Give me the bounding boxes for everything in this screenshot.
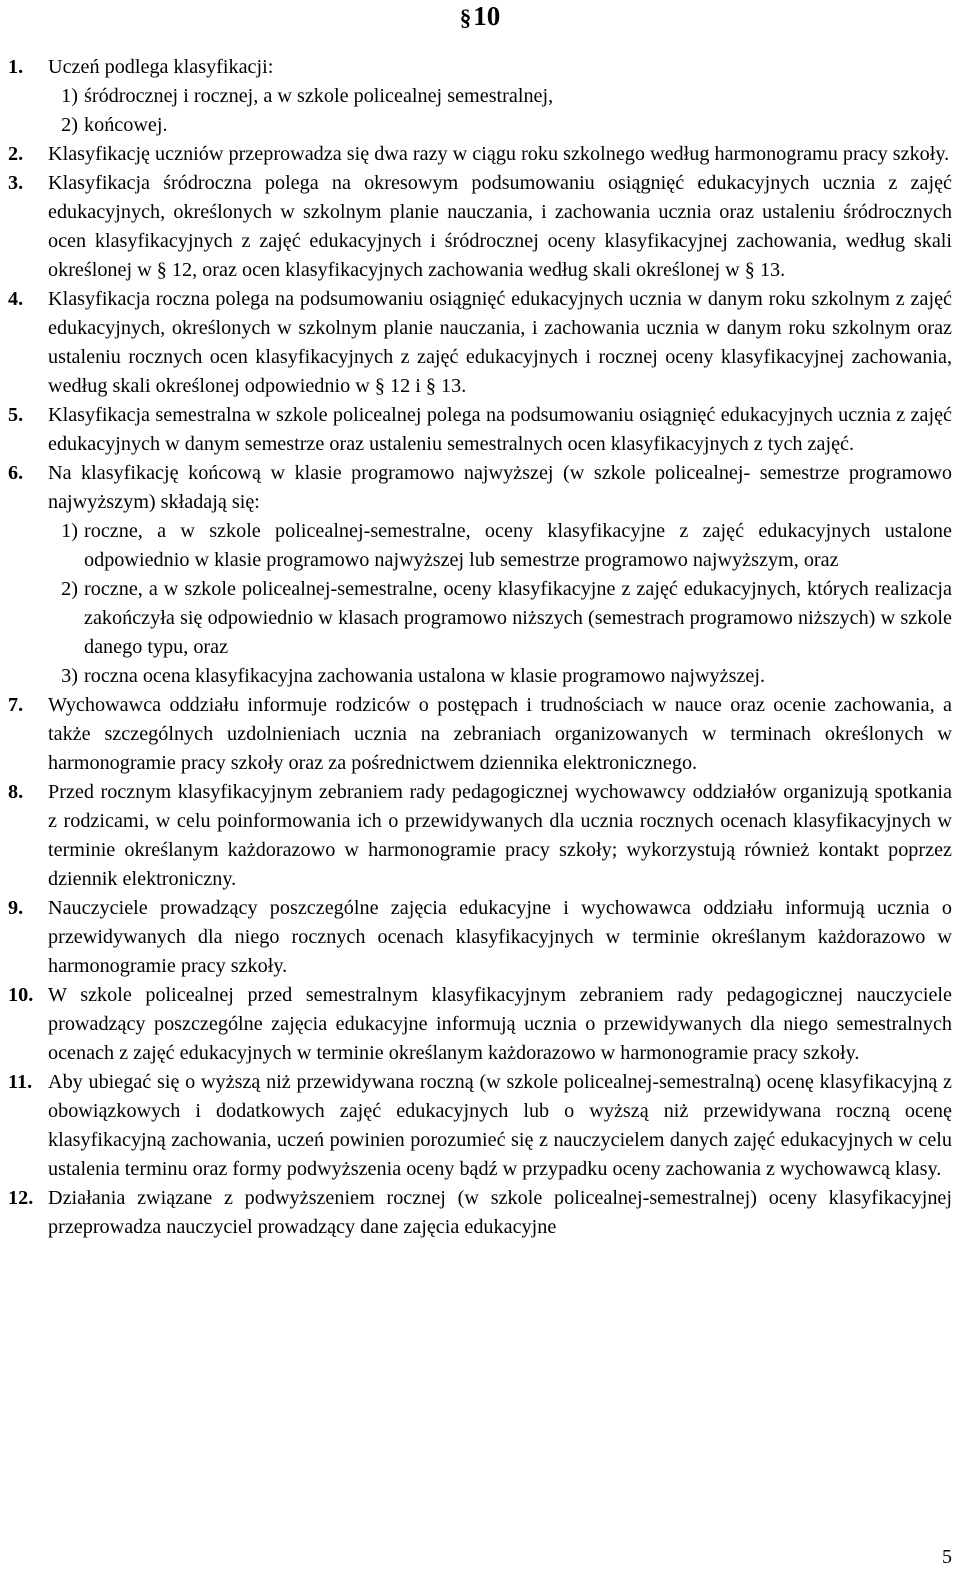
item-text: Działania związane z podwyższeniem rocznej (w szkole policealnej-semestralnej) oceny klasyfikacyjnej przeprowadza nauczyciel prowadzący dane zajęcia edukacyjne: [48, 1187, 952, 1238]
sub-item: [42, 662, 952, 691]
item-text: Klasyfikacja roczna polega na podsumowaniu osiągnięć edukacyjnych ucznia w danym roku szkolnym z zajęć edukacyjnych, określonych w szkolnym planie nauczania, i zachowania ucznia w danym roku szkolnym oraz ustaleniu rocznych ocen klasyfikacyjnych z zajęć edukacyjnych i rocznej oceny klasyfikacyjnej zachowania, według skali określonej odpowiednio w § 12 i § 13.: [48, 288, 952, 397]
section-sign: §: [459, 5, 472, 30]
item-number: 2.: [8, 143, 24, 165]
list-item: [8, 894, 952, 981]
item-number: 6.: [8, 462, 24, 484]
sub-item-number: 1): [61, 85, 78, 107]
sub-item-text: roczna ocena klasyfikacyjna zachowania ustalona w klasie programowo najwyższej.: [84, 665, 766, 687]
list-item: [8, 53, 952, 140]
item-body: [48, 1184, 952, 1242]
sub-item-text: roczne, a w szkole policealnej-semestralne, oceny klasyfikacyjne z zajęć edukacyjnych, których realizacja zakończyła się odpowiednio w klasach programowo niższych (semestrach programowo niższych) w szkole danego typu, oraz: [84, 578, 952, 658]
sub-item-text: końcowej.: [84, 114, 168, 136]
page-number: 5: [942, 1546, 952, 1568]
item-number: 1.: [8, 56, 24, 78]
item-text: Wychowawca oddziału informuje rodziców o postępach i trudnościach w nauce oraz ocenie zachowania, a także szczególnych uzdolnieniach ucznia na zebraniach organizowanych w terminach określonych w harmonogramie pracy szkoły oraz za pośrednictwem dziennika elektronicznego.: [48, 694, 952, 774]
item-number: 10.: [8, 984, 34, 1006]
list-item: [8, 401, 952, 459]
item-body: [48, 285, 952, 401]
sub-item: [42, 517, 952, 575]
sub-item-number: 2): [61, 114, 78, 136]
item-number: 9.: [8, 897, 24, 919]
item-text: Na klasyfikację końcową w klasie programowo najwyższej (w szkole policealnej- semestrze programowo najwyższym) składają się:: [48, 462, 952, 513]
list-item: [8, 140, 952, 169]
item-number: 4.: [8, 288, 24, 310]
section-number: 10: [473, 1, 501, 31]
list-item: [8, 285, 952, 401]
sub-item-number: 2): [61, 578, 78, 600]
item-text: Klasyfikacja semestralna w szkole policealnej polega na podsumowaniu osiągnięć edukacyjnych ucznia z zajęć edukacyjnych w danym semestrze oraz ustaleniu semestralnych ocen klasyfikacyjnych z tych zajęć.: [48, 404, 952, 455]
item-body: [48, 53, 952, 140]
sub-item: [42, 82, 952, 111]
sub-item-number: 1): [61, 520, 78, 542]
item-number: 3.: [8, 172, 24, 194]
item-text: Klasyfikację uczniów przeprowadza się dwa razy w ciągu roku szkolnego według harmonogramu pracy szkoły.: [48, 143, 950, 165]
item-number: 5.: [8, 404, 24, 426]
document-body: [8, 53, 952, 1242]
item-body: [48, 1068, 952, 1184]
list-item: [8, 459, 952, 691]
item-text: Klasyfikacja śródroczna polega na okresowym podsumowaniu osiągnięć edukacyjnych ucznia z zajęć edukacyjnych, określonych w szkolnym planie nauczania, i zachowania ucznia oraz ustaleniu śródrocznych ocen klasyfikacyjnych z zajęć edukacyjnych i śródrocznej oceny klasyfikacyjnej zachowania, według skali określonej w § 12, oraz ocen klasyfikacyjnych zachowania według skali określonej w § 13.: [48, 172, 952, 281]
list-item: [8, 691, 952, 778]
list-item: [8, 778, 952, 894]
item-number: 12.: [8, 1187, 34, 1209]
item-text: Nauczyciele prowadzący poszczególne zajęcia edukacyjne i wychowawca oddziału informują ucznia o przewidywanych dla niego rocznych ocenach klasyfikacyjnych w terminie określanym każdorazowo w harmonogramie pracy szkoły.: [48, 897, 952, 977]
list-item: [8, 1184, 952, 1242]
item-body: [48, 981, 952, 1068]
list-item: [8, 981, 952, 1068]
item-body: [48, 401, 952, 459]
section-heading: [0, 0, 960, 34]
item-text: Uczeń podlega klasyfikacji:: [48, 56, 274, 78]
sub-item-text: roczne, a w szkole policealnej-semestralne, oceny klasyfikacyjne z zajęć edukacyjnych ustalone odpowiednio w klasie programowo najwyższej lub semestrze programowo najwyższym, oraz: [84, 520, 952, 571]
item-number: 7.: [8, 694, 24, 716]
item-number: 11.: [8, 1071, 33, 1093]
item-text: Przed rocznym klasyfikacyjnym zebraniem rady pedagogicznej wychowawcy oddziałów organizują spotkania z rodzicami, w celu poinformowania ich o przewidywanych dla ucznia rocznych ocenach klasyfikacyjnych w terminie określanym każdorazowo w harmonogramie pracy szkoły; wykorzystują również kontakt poprzez dziennik elektroniczny.: [48, 781, 952, 890]
sub-item: [42, 111, 952, 140]
item-body: [48, 778, 952, 894]
item-text: Aby ubiegać się o wyższą niż przewidywana roczną (w szkole policealnej-semestralną) ocenę klasyfikacyjną z obowiązkowych i dodatkowych zajęć edukacyjnych lub o wyższą niż przewidywana roczną ocenę klasyfikacyjną zachowania, uczeń powinien porozumieć się z nauczycielem danych zajęć edukacyjnych w celu ustalenia terminu oraz formy podwyższenia oceny bądź w przypadku oceny zachowania z wychowawcą klasy.: [48, 1071, 952, 1180]
item-body: [48, 169, 952, 285]
item-number: 8.: [8, 781, 24, 803]
sub-item: [42, 575, 952, 662]
sub-item-text: śródrocznej i rocznej, a w szkole policealnej semestralnej,: [84, 85, 554, 107]
item-body: [48, 691, 952, 778]
sub-item-number: 3): [61, 665, 78, 687]
item-body: [48, 894, 952, 981]
list-item: [8, 1068, 952, 1184]
item-body: [48, 140, 952, 169]
item-body: [48, 459, 952, 691]
list-item: [8, 169, 952, 285]
item-text: W szkole policealnej przed semestralnym klasyfikacyjnym zebraniem rady pedagogicznej nauczyciele prowadzący poszczególne zajęcia edukacyjne informują ucznia o przewidywanych dla niego semestralnych ocenach z zajęć edukacyjnych w terminie określanym każdorazowo w harmonogramie pracy szkoły.: [48, 984, 952, 1064]
